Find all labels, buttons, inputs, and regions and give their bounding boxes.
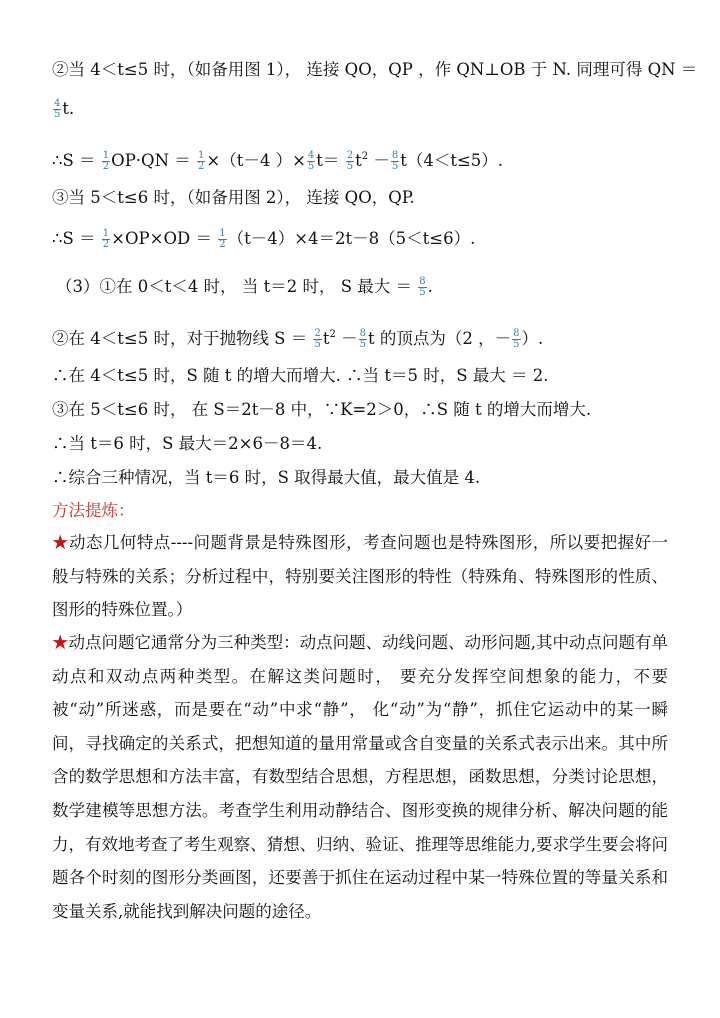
line-s-formula-case2: ∴S ＝ $\frac{1}{2}$ OP·QN ＝ $\frac{1}{2}$ ×（t－4 ）× $\frac{4}{5}$ t＝ $\frac{2}{5}$ $t^2$ － $\frac{8}{5}$ t（4＜t≤5）.	[52, 150, 504, 172]
fraction: $\frac{1}{2}$	[102, 150, 110, 172]
line-case2-conclusion	[52, 364, 549, 388]
star-icon: ★	[52, 633, 69, 652]
fraction: $\frac{2}{5}$	[314, 328, 321, 350]
fraction: $\frac{4}{5}$	[54, 98, 61, 120]
fraction: $\frac{1}{2}$	[102, 228, 110, 250]
line-final-conclusion	[52, 466, 480, 490]
text: ②当 4＜t≤5 时，（如备用图 1）， 连接 QO，QP ，作 QN⊥OB 于 N. 同理可得 QN ＝	[52, 60, 698, 79]
section-heading: 方法提炼：	[52, 501, 135, 520]
line-s-formula-case3: ∴S ＝ $\frac{1}{2}$ ×OP×OD ＝ $\frac{1}{2}$ （t－4）×4＝2t－8（5＜t≤6）.	[52, 228, 476, 250]
line-part3-case1: （3）①在 0＜t＜4 时， 当 t＝2 时， S 最大 ＝ $\frac{8}{5}$ .	[56, 276, 433, 298]
fraction: $\frac{4}{5}$	[307, 150, 315, 172]
line-case3-conclusion	[52, 432, 322, 456]
fraction: $\frac{2}{5}$	[346, 150, 354, 172]
fraction: $\frac{1}{2}$	[198, 150, 205, 172]
paragraph-text: 动态几何特点----问题背景是特殊图形，考查问题也是特殊图形，所以要把握好一般与特殊的关系；分析过程中，特别要关注图形的特性（特殊角、特殊图形的性质、图形的特殊位置。）	[52, 533, 668, 620]
text: ③当 5＜t≤6 时，（如备用图 2）， 连接 QO，QP.	[52, 188, 415, 207]
line-case3-analysis	[52, 398, 591, 422]
text: ∴综合三种情况，当 t＝6 时，S 取得最大值，最大值是 4.	[52, 468, 481, 487]
line-qn-value	[52, 97, 74, 121]
text: ∴在 4＜t≤5 时，S 随 t 的增大而增大. ∴当 t＝5 时，S 最大 ＝ 2.	[52, 366, 549, 385]
line-case3-intro	[52, 186, 415, 210]
line-part3-case2: ②在 4＜t≤5 时，对于抛物线 S ＝ $\frac{2}{5}$ $t^2$ － $\frac{8}{5}$ t 的顶点为（2 ，－ $\frac{8}{5}$ ）.	[52, 328, 544, 350]
text: ∴当 t＝6 时，S 最大＝2×6－8＝4.	[52, 434, 323, 453]
line-case2-intro	[52, 58, 697, 82]
paragraph-text: 动点问题它通常分为三种类型：动点问题、动线问题、动形问题,其中动点问题有单动点和双动点两种类型。在解这类问题时， 要充分发挥空间想象的能力，不要被“动”所迷惑，而是要在“动”中求“静”， 化“动”为“静”，抓住它运动中的某一瞬间，寻找确定的关系式，把想知道的量用常量或含自变量的关系式表示出来。其中所含的数学思想和方法丰富，有数型结合思想，方程思想，函数思想，分类讨论思想，数学建模等思想方法。考查学生利用动静结合、图形变换的规律分析、解决问题的能力，有效地考查了考生观察、猜想、归纳、验证、推理等思维能力,要求学生要会将问题各个时刻的图形分类画图，还要善于抓住在运动过程中某一特殊位置的等量关系和变量关系,就能找到解决问题的途径。	[52, 633, 669, 921]
star-icon: ★	[52, 533, 69, 552]
paragraph-dynamic-geometry	[52, 526, 668, 627]
paragraph-moving-point	[52, 626, 668, 928]
fraction: $\frac{8}{5}$	[391, 150, 399, 172]
text: ③在 5＜t≤6 时， 在 S＝2t－8 中，∵K=2＞0，∴S 随 t 的增大而增大.	[52, 400, 592, 419]
fraction: $\frac{8}{5}$	[359, 328, 366, 350]
fraction: $\frac{8}{5}$	[419, 276, 426, 298]
text: t.	[62, 99, 75, 118]
fraction: $\frac{8}{5}$	[513, 328, 520, 350]
fraction: $\frac{1}{2}$	[219, 228, 226, 250]
